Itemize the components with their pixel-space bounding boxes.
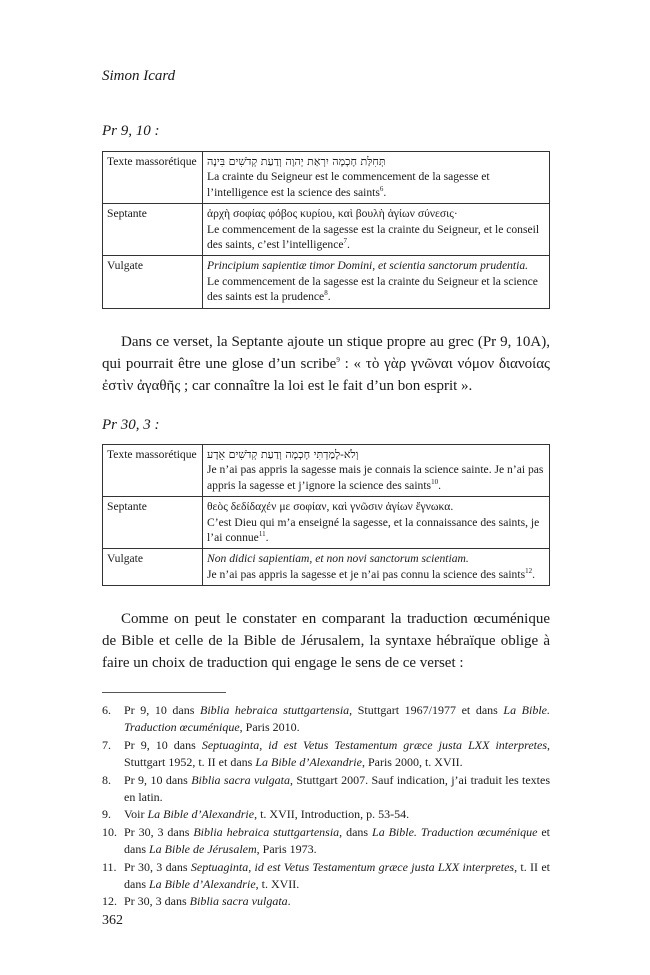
footnote-ref[interactable]: 7 (343, 237, 348, 246)
row-label: Septante (103, 497, 203, 549)
footnote-ref[interactable]: 10 (431, 477, 439, 486)
footnote-text (124, 702, 550, 737)
latin-text: Non didici sapientiam, et non novi sanctorum scientiam. (207, 552, 469, 566)
footnote (102, 893, 550, 910)
footnote-title: Biblia hebraica stuttgartensia (193, 824, 340, 839)
latin-text: Principium sapientiæ timor Domini, et scientia sanctorum prudentia. (207, 259, 529, 273)
row-content (203, 152, 550, 204)
footnote-ref[interactable]: 11 (258, 530, 266, 539)
footnote-title: Biblia sacra vulgata (191, 772, 290, 787)
footnote-number: 7. (102, 737, 111, 752)
footnote-segment: Pr 30, 3 dans (124, 894, 190, 909)
footnote-segment: , t. XVII, Introduction, p. 53-54. (254, 807, 410, 822)
footnote-title: La Bible. Traduction œcuménique (124, 703, 551, 735)
footnote-title: Biblia hebraica stuttgartensia (200, 703, 350, 717)
footnote-segment: Pr 9, 10 dans (124, 737, 202, 752)
body-paragraph: Dans ce verset, la Septante ajoute un stique propre au grec (Pr 9, 10A), qui pourrait être une glose d’un scribe$^9$ : « τὸ γὰρ γνῶναι νόμον διανοίας ἐστὶν ἀγαθῆς ; car connaître la loi est le fait d’un bon esprit ». (102, 334, 550, 394)
footnote-segment: , Paris 1973. (256, 842, 317, 857)
footnote (102, 806, 550, 823)
footnote-text (124, 824, 550, 859)
footnote-segment: et dans (124, 824, 550, 857)
footnote-segment: , t. XVII. (255, 877, 300, 892)
footnote-text (124, 772, 550, 807)
running-head: Simon Icard (102, 68, 176, 84)
footnote-text (124, 893, 550, 910)
footnote-number: 6. (102, 703, 111, 717)
footnote-segment: Pr 30, 3 dans (124, 824, 194, 839)
footnote-number: 10. (102, 824, 117, 839)
footnote-text (124, 806, 550, 823)
translation-text: Le commencement de la sagesse est la crainte du Seigneur, et le conseil des saints, c’est l’intelligence$^7$. (207, 222, 540, 252)
table-row (103, 497, 550, 549)
footnote-segment: , Stuttgart 2007. Sauf indication, j’ai traduit les textes en latin. (124, 772, 550, 805)
footnotes (102, 702, 550, 911)
footnote-segment: , Stuttgart 1952, t. II et dans (124, 737, 550, 770)
row-content (203, 445, 550, 497)
table-row (103, 256, 550, 308)
footnote-ref[interactable]: 8 (324, 289, 328, 298)
row-content (203, 204, 550, 256)
table-row (103, 549, 550, 586)
footnote-text (124, 737, 550, 772)
footnote-title: La Bible. Traduction œcuménique (372, 824, 538, 839)
translation-text: Le commencement de la sagesse est la crainte du Seigneur et la science des saints est la prudence$^8$. (207, 274, 538, 304)
footnote-segment: Pr 30, 3 dans (124, 859, 191, 874)
footnote-segment: , Stuttgart 1967/1977 et dans (349, 703, 504, 717)
footnote-divider (102, 692, 226, 693)
translation-text: Je n’ai pas appris la sagesse et je n’ai pas connu la science des saints$^{12}$. (207, 566, 535, 581)
footnote-segment: , Paris 2000, t. XVII. (361, 755, 463, 770)
footnote-title: La Bible d’Alexandrie (147, 807, 255, 822)
footnote-segment: Pr 9, 10 dans (124, 772, 192, 787)
footnote-segment: Voir (124, 807, 148, 822)
footnote-text (124, 859, 550, 894)
translation-text: C’est Dieu qui m’a enseigné la sagesse, et la connaissance des saints, je l’ai connue$^{11}$. (207, 515, 540, 545)
row-label: Texte massorétique (103, 445, 203, 497)
footnote-number: 8. (102, 772, 111, 787)
footnote-ref[interactable]: 6 (379, 184, 384, 193)
footnote (102, 737, 550, 772)
row-content (203, 497, 550, 549)
footnote-segment: , dans (339, 824, 373, 839)
footnote (102, 824, 550, 859)
row-label: Vulgate (103, 256, 203, 308)
footnote-segment: , t. II et dans (124, 859, 550, 892)
footnote-segment: , Paris 2010. (239, 720, 300, 735)
row-label: Septante (103, 204, 203, 256)
row-content (203, 256, 550, 308)
hebrew-text: תְּחִלַּת חָכְמָה יִרְאַת יְהוָה וְדַעַת קְדֹשִׁים בִּינָה (207, 155, 386, 168)
table-row (103, 152, 550, 204)
footnote-number: 11. (102, 859, 117, 874)
row-content (203, 549, 550, 586)
translation-text: Je n’ai pas appris la sagesse mais je connais la science sainte. Je n’ai pas appris la sagesse et j’ignore la science des saints$^{10}$. (207, 463, 544, 492)
footnote (102, 859, 550, 894)
footnote-ref[interactable]: 12 (525, 566, 533, 575)
footnote-title: La Bible d’Alexandrie (255, 755, 362, 770)
footnote (102, 702, 550, 737)
body-paragraph: Comme on peut le constater en comparant la traduction œcuménique de Bible et celle de la Bible de Jérusalem, la syntaxe hébraïque oblige à faire un choix de traduction qui engage le sens de ce verset : (102, 611, 550, 671)
table-row (103, 204, 550, 256)
footnote-title: Biblia sacra vulgata (189, 894, 288, 909)
table-row (103, 445, 550, 497)
verse-reference-pr-9-10: Pr 9, 10 : (102, 123, 160, 139)
footnote-title: La Bible d’Alexandrie (149, 877, 256, 892)
row-label: Vulgate (103, 549, 203, 586)
translation-text: La crainte du Seigneur est le commencement de la sagesse et l’intelligence est la science des saints$^6$. (207, 170, 490, 199)
hebrew-text: וְלֹא-לָמַדְתִּי חָכְמָה וְדַעַת קְדֹשִׁים אֵדָע (207, 448, 359, 461)
footnote-title: La Bible de Jérusalem (149, 842, 257, 857)
footnote-segment: . (287, 894, 291, 909)
verse-reference-pr-30-3: Pr 30, 3 : (102, 417, 160, 433)
comparison-table-pr-30-3 (102, 444, 550, 586)
row-label: Texte massorétique (103, 152, 203, 204)
footnote-title: Septuaginta, id est Vetus Testamentum græce justa LXX interpretes (190, 859, 515, 874)
greek-text: θεὸς δεδίδαχέν με σοφίαν, καὶ γνῶσιν ἁγίων ἔγνωκα. (207, 500, 454, 514)
footnote-title: Septuaginta, id est Vetus Testamentum græce justa LXX interpretes (201, 737, 547, 752)
footnote-number: 9. (102, 807, 111, 822)
comparison-table-pr-9-10 (102, 151, 550, 309)
page-number: 362 (102, 913, 123, 928)
greek-text: ἀρχὴ σοφίας φόβος κυρίου, καὶ βουλὴ ἁγίων σύνεσις· (207, 207, 458, 221)
footnote-segment: Pr 9, 10 dans (124, 703, 200, 717)
footnote (102, 772, 550, 807)
footnote-ref[interactable]: 9 (336, 356, 340, 364)
footnote-number: 12. (102, 894, 117, 909)
